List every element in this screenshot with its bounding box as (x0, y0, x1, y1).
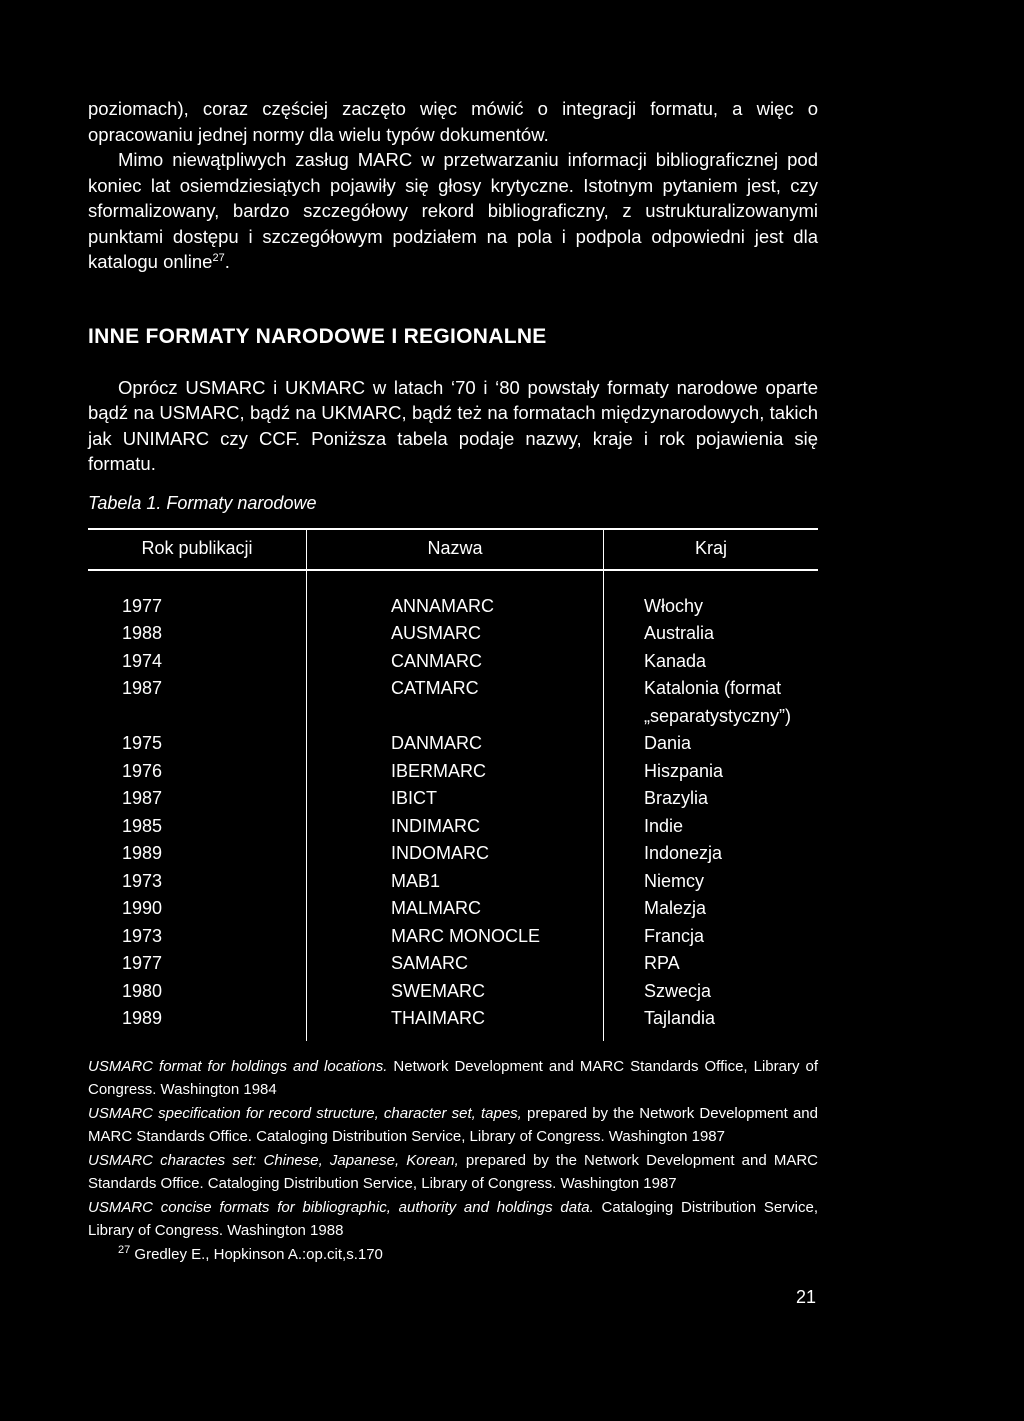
cell-name: AUSMARC (307, 620, 604, 648)
reference-item (88, 1149, 818, 1196)
cell-year: 1990 (122, 898, 163, 918)
cell-year: 1985 (122, 815, 163, 836)
reference-details: prepared by the Network Development and MARC Standards Office. Cataloging Distribution Service, Library of Congress. Washington 1987 (88, 1151, 818, 1192)
header-name: Nazwa (307, 529, 604, 570)
table-row (88, 978, 818, 1006)
table-row (88, 758, 818, 786)
table-row (88, 895, 818, 923)
paragraph-2-text: Mimo niewątpliwych zasług MARC w przetwarzaniu informacji bibliograficznej pod koniec lat osiemdziesiątych pojawiły się głosy krytyczne. Istotnym pytaniem jest, czy sformalizowany, bardzo szczegółowy rekord bibliograficzny, z ustrukturalizowanymi punktami dostępu i szczegółowym podziałem na pola i podpola odpowiedni jest dla katalogu online (88, 149, 818, 272)
cell-country: Malezja (604, 895, 819, 923)
cell-name: CATMARC (307, 675, 604, 730)
table-row (88, 675, 818, 730)
table-row (88, 620, 818, 648)
formats-table (88, 528, 818, 1041)
page-number: 21 (796, 1287, 817, 1307)
section-heading: INNE FORMATY NARODOWE I REGIONALNE (88, 324, 547, 348)
reference-details: prepared by the Network Development and MARC Standards Office. Cataloging Distribution Service, Library of Congress. Washington 1987 (88, 1104, 818, 1145)
intro-paragraph: Oprócz USMARC i UKMARC w latach ‘70 i ‘80 powstały formaty narodowe oparte bądź na USMARC, bądź na UKMARC, bądź też na formatach międzynarodowych, takich jak UNIMARC czy CCF. Poniższa tabela podaje nazwy, kraje i rok pojawienia się formatu. (88, 376, 818, 474)
cell-year: 1974 (122, 650, 163, 671)
cell-name: THAIMARC (307, 1005, 604, 1041)
table-row (88, 785, 818, 813)
footnote-text: Gredley E., Hopkinson A.:op.cit,s.170 (130, 1245, 383, 1263)
paragraph-2 (88, 147, 818, 275)
cell-year: 1973 (122, 870, 163, 891)
paragraph-1: poziomach), coraz częściej zaczęto więc mówić o integracji formatu, a więc o opracowaniu jednej normy dla wielu typów dokumentów. (88, 98, 818, 145)
cell-year: 1976 (122, 760, 163, 781)
cell-year: 1989 (122, 843, 163, 863)
table-row (88, 648, 818, 676)
table-row (88, 840, 818, 868)
reference-details: Network Development and MARC Standards Office, Library of Congress. Washington 1984 (88, 1057, 818, 1098)
reference-title: USMARC charactes set: Chinese, Japanese, Korean, (88, 1151, 459, 1169)
cell-name: MARC MONOCLE (307, 923, 604, 951)
cell-year: 1987 (122, 678, 163, 698)
table-header-row (88, 529, 818, 570)
cell-country: Brazylia (604, 785, 819, 813)
cell-country: Niemcy (604, 868, 819, 896)
cell-country: Francja (604, 923, 819, 951)
table-body (88, 570, 818, 1041)
cell-name: CANMARC (307, 648, 604, 676)
table-row (88, 950, 818, 978)
cell-year: 1975 (122, 733, 163, 753)
reference-title: USMARC format for holdings and locations. (88, 1057, 388, 1075)
cell-year: 1980 (122, 980, 163, 1001)
table-caption: Tabela 1. Formaty narodowe (88, 492, 317, 513)
cell-year: 1977 (122, 953, 163, 973)
cell-name: MAB1 (307, 868, 604, 896)
table-row (88, 570, 818, 621)
cell-country: Tajlandia (604, 1005, 819, 1041)
cell-country: Włochy (604, 570, 819, 621)
cell-name: DANMARC (307, 730, 604, 758)
page-content (88, 96, 818, 1266)
cell-country: Indie (604, 813, 819, 841)
footnote (88, 1243, 818, 1267)
cell-name: SAMARC (307, 950, 604, 978)
cell-year: 1973 (122, 925, 163, 946)
reference-item (88, 1102, 818, 1149)
cell-country: Australia (604, 620, 819, 648)
cell-name: SWEMARC (307, 978, 604, 1006)
cell-country: Dania (604, 730, 819, 758)
header-year: Rok publikacji (88, 529, 307, 570)
reference-title: USMARC specification for record structure, character set, tapes, (88, 1104, 522, 1122)
reference-item (88, 1196, 818, 1243)
cell-country: Indonezja (604, 840, 819, 868)
cell-name: IBICT (307, 785, 604, 813)
cell-country: RPA (604, 950, 819, 978)
table-row (88, 813, 818, 841)
footnote-ref[interactable]: 27 (212, 251, 225, 264)
cell-year: 1977 (122, 595, 163, 616)
footnote-number: 27 (118, 1243, 131, 1256)
cell-country: Katalonia (format „separatystyczny”) (604, 675, 819, 730)
cell-name: IBERMARC (307, 758, 604, 786)
table-row (88, 923, 818, 951)
cell-country: Szwecja (604, 978, 819, 1006)
table-row (88, 868, 818, 896)
cell-year: 1988 (122, 623, 163, 643)
cell-name: MALMARC (307, 895, 604, 923)
reference-details: Cataloging Distribution Service, Library of Congress. Washington 1988 (88, 1198, 819, 1239)
reference-item (88, 1055, 818, 1102)
cell-year: 1989 (122, 1008, 163, 1028)
reference-title: USMARC concise formats for bibliographic, authority and holdings data. (88, 1198, 594, 1216)
cell-country: Kanada (604, 648, 819, 676)
cell-name: INDOMARC (307, 840, 604, 868)
table-row (88, 1005, 818, 1041)
cell-year: 1987 (122, 788, 163, 808)
references (88, 1055, 818, 1243)
cell-name: ANNAMARC (307, 570, 604, 621)
cell-country: Hiszpania (604, 758, 819, 786)
table-row (88, 730, 818, 758)
paragraph-2-end: . (224, 251, 230, 272)
header-country: Kraj (604, 529, 819, 570)
cell-name: INDIMARC (307, 813, 604, 841)
